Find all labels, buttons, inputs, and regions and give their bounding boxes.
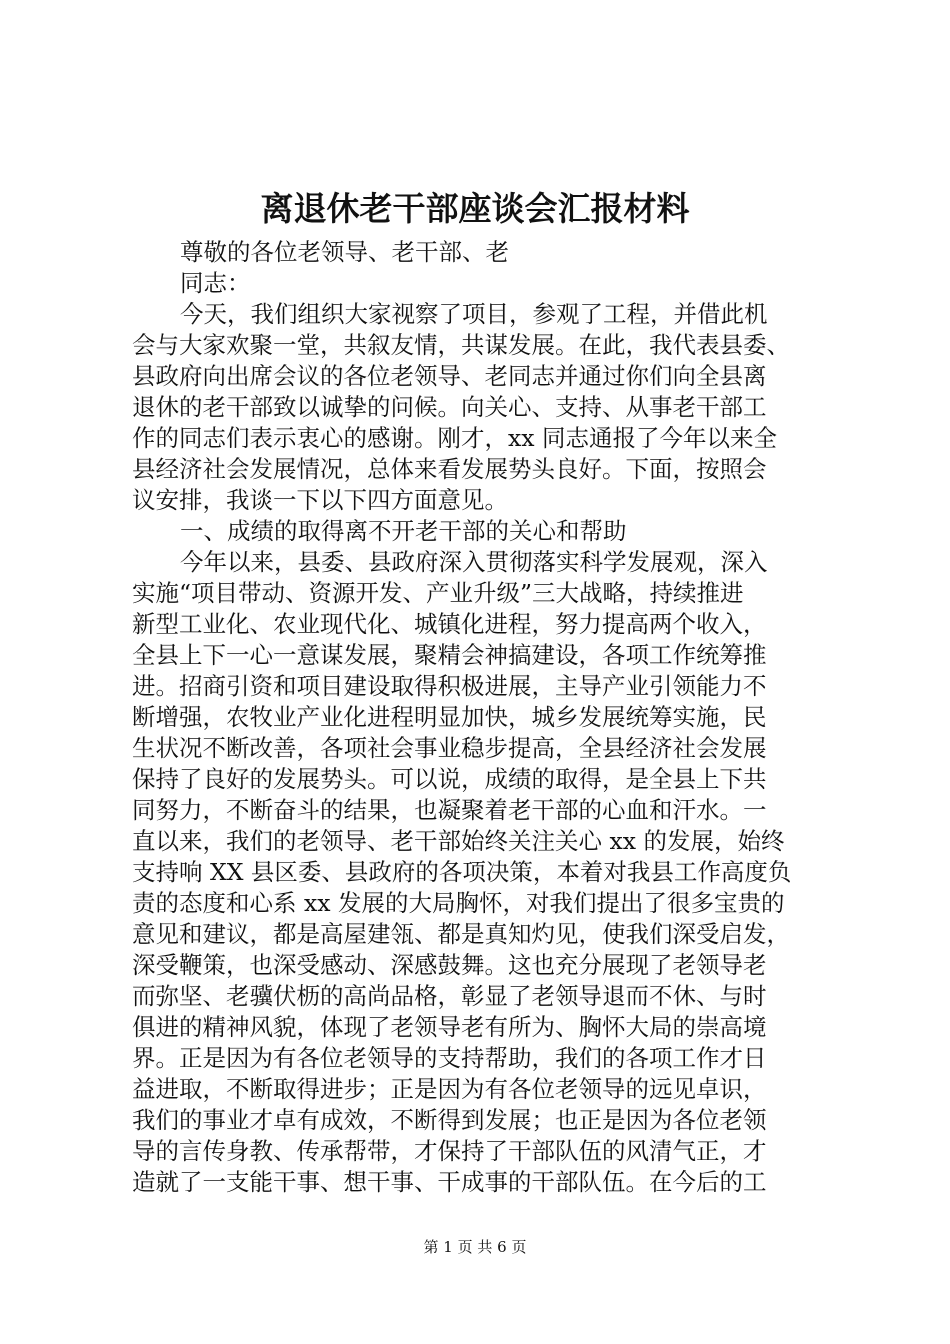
paragraph-line: 县政府向出席会议的各位老领导、老同志并通过你们向全县离 (132, 362, 767, 390)
paragraph-line: 我们的事业才卓有成效，不断得到发展；也正是因为各位老领 (132, 1106, 767, 1134)
paragraph-line: 县经济社会发展情况，总体来看发展势头良好。下面，按照会 (132, 455, 767, 483)
section-heading: 一、成绩的取得离不开老干部的关心和帮助 (180, 517, 627, 545)
paragraph-line: 今年以来，县委、县政府深入贯彻落实科学发展观，深入 (180, 548, 768, 576)
paragraph-line: 退休的老干部致以诚挚的问候。向关心、支持、从事老干部工 (132, 393, 767, 421)
salutation-line: 同志： (180, 269, 251, 297)
paragraph-line: 深受鞭策，也深受感动、深感鼓舞。这也充分展现了老领导老 (132, 951, 767, 979)
paragraph-line: 同努力，不断奋斗的结果，也凝聚着老干部的心血和汗水。一 (132, 796, 767, 824)
paragraph-line: 俱进的精神风貌，体现了老领导老有所为、胸怀大局的崇高境 (132, 1013, 767, 1041)
paragraph-line: 作的同志们表示衷心的感谢。刚才，xx 同志通报了今年以来全 (132, 424, 777, 452)
paragraph-line: 界。正是因为有各位老领导的支持帮助，我们的各项工作才日 (132, 1044, 767, 1072)
paragraph-line: 新型工业化、农业现代化、城镇化进程，努力提高两个收入， (132, 610, 767, 638)
paragraph-line: 责的态度和心系 xx 发展的大局胸怀，对我们提出了很多宝贵的 (132, 889, 785, 917)
paragraph-line: 导的言传身教、传承帮带，才保持了干部队伍的风清气正，才 (132, 1137, 767, 1165)
paragraph-line: 今天，我们组织大家视察了项目，参观了工程，并借此机 (180, 300, 768, 328)
paragraph-line: 议安排，我谈一下以下四方面意见。 (132, 486, 508, 514)
paragraph-line: 直以来，我们的老领导、老干部始终关注关心 xx 的发展，始终 (132, 827, 785, 855)
paragraph-line: 会与大家欢聚一堂，共叙友情，共谋发展。在此，我代表县委、 (132, 331, 790, 359)
document-title: 离退休老干部座谈会汇报材料 (260, 189, 690, 228)
paragraph-line: 实施“项目带动、资源开发、产业升级”三大战略，持续推进 (132, 579, 744, 607)
salutation-line: 尊敬的各位老领导、老干部、老 (180, 238, 509, 266)
paragraph-line: 而弥坚、老骥伏枥的高尚品格，彰显了老领导退而不休、与时 (132, 982, 767, 1010)
paragraph-line: 造就了一支能干事、想干事、干成事的干部队伍。在今后的工 (132, 1168, 767, 1196)
paragraph-line: 进。招商引资和项目建设取得积极进展，主导产业引领能力不 (132, 672, 767, 700)
paragraph-line: 生状况不断改善，各项社会事业稳步提高，全县经济社会发展 (132, 734, 767, 762)
paragraph-line: 断增强，农牧业产业化进程明显加快，城乡发展统筹实施，民 (132, 703, 767, 731)
paragraph-line: 意见和建议，都是高屋建瓴、都是真知灼见，使我们深受启发， (132, 920, 790, 948)
paragraph-line: 保持了良好的发展势头。可以说，成绩的取得，是全县上下共 (132, 765, 767, 793)
paragraph-line: 支持响 XX 县区委、县政府的各项决策，本着对我县工作高度负 (132, 858, 792, 886)
paragraph-line: 益进取，不断取得进步；正是因为有各位老领导的远见卓识， (132, 1075, 767, 1103)
page-footer: 第 1 页 共 6 页 (423, 1238, 527, 1256)
paragraph-line: 全县上下一心一意谋发展，聚精会神搞建设，各项工作统筹推 (132, 641, 767, 669)
